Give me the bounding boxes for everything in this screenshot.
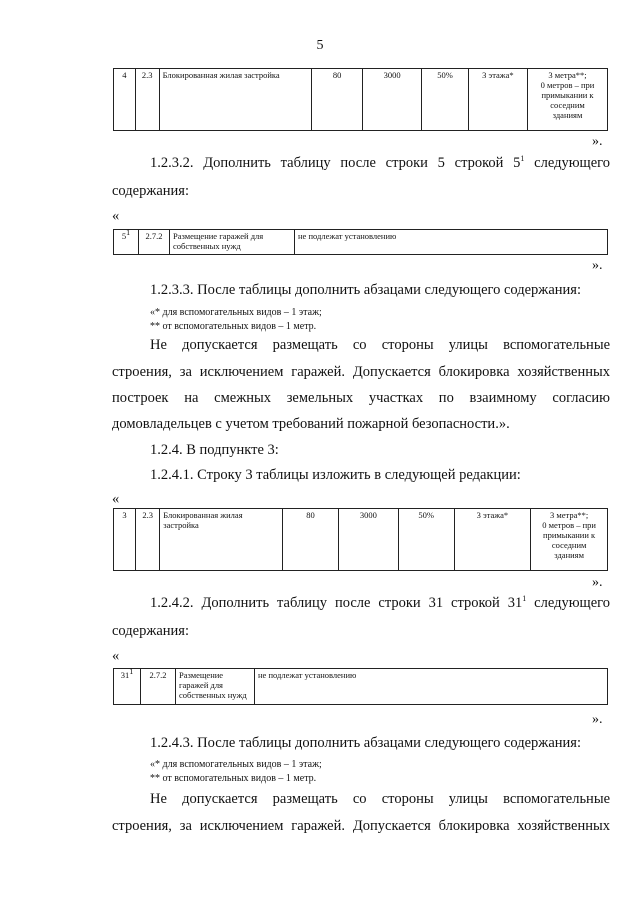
paragraph-1-2-4-3: 1.2.4.3. После таблицы дополнить абзацами следующего содержания:: [150, 735, 581, 751]
closing-quote: ».: [592, 575, 603, 590]
note-line: ** от вспомогательных видов – 1 метр.: [150, 321, 317, 332]
opening-quote: «: [112, 208, 120, 224]
cell-floors: 3 этажа*: [468, 69, 527, 131]
paragraph-text: 1.2.3.2. Дополнить таблицу после строки 5 строкой 5: [150, 155, 521, 171]
paragraph-1-2-3-2: [112, 153, 610, 173]
cell-value: не подлежат установлению: [255, 669, 608, 705]
setback-line: 0 метров – при: [542, 520, 596, 530]
cell-code: 2.7.2: [139, 230, 170, 255]
page-number: 5: [316, 38, 324, 53]
setback-line: примыкании к: [541, 90, 594, 100]
setback-line: примыкании к: [543, 530, 596, 540]
opening-quote: «: [112, 648, 120, 664]
paragraph-text: 1.2.4.2. Дополнить таблицу после строки 31 строкой 31: [150, 595, 523, 611]
paragraph-text: следующего: [526, 595, 610, 611]
paragraph-text: следующего: [524, 155, 610, 171]
cell-setback: [528, 69, 608, 131]
closing-quote: ».: [592, 712, 603, 727]
cell-setback: [531, 509, 608, 571]
paragraph-1-2-4-1: 1.2.4.1. Строку 3 таблицы изложить в следующей редакции:: [150, 467, 521, 483]
cell-row-number: 4: [114, 69, 136, 131]
cell-min-area: 80: [283, 509, 339, 571]
note-line: ** от вспомогательных видов – 1 метр.: [150, 773, 317, 784]
cell-name: Блокированная жилая застройка: [160, 509, 283, 571]
cell-name: Блокированная жилая застройка: [159, 69, 312, 131]
cell-max-area: 3000: [363, 69, 422, 131]
superscript: 1: [520, 154, 525, 164]
paragraph-line: построек на смежных земельных участках по взаимному согласию: [112, 390, 610, 406]
cell-max-area: 3000: [338, 509, 398, 571]
setback-line: 3 метра**;: [550, 510, 589, 520]
opening-quote: «: [112, 491, 120, 507]
cell-name: Размещение гаражей для собственных нужд: [176, 669, 255, 705]
cell-value: не подлежат установлению: [295, 230, 608, 255]
table-row-5-1: [113, 229, 608, 255]
closing-quote: ».: [592, 134, 603, 149]
paragraph-line: Не допускается размещать со стороны улицы вспомогательные: [150, 337, 610, 353]
paragraph-line: домовладельцев с учетом требований пожарной безопасности.».: [112, 416, 510, 432]
paragraph-line: строения, за исключением гаражей. Допускается блокировка хозяйственных: [112, 364, 610, 380]
cell-floors: 3 этажа*: [454, 509, 531, 571]
paragraph-line: содержания:: [112, 183, 190, 199]
cell-code: 2.3: [135, 69, 159, 131]
cell-code: 2.3: [136, 509, 160, 571]
cell-row-number: $31^1$: [114, 669, 141, 705]
paragraph-1-2-4-2: [112, 593, 610, 613]
cell-code: 2.7.2: [141, 669, 176, 705]
setback-line: соседним: [550, 100, 585, 110]
setback-line: зданиям: [552, 110, 583, 120]
cell-min-area: 80: [312, 69, 363, 131]
cell-row-number: 3: [114, 509, 136, 571]
setback-line: 0 метров – при: [540, 80, 595, 90]
paragraph-line: Не допускается размещать со стороны улицы вспомогательные: [150, 791, 610, 807]
setback-line: соседним: [551, 540, 587, 550]
paragraph-1-2-4: 1.2.4. В подпункте 3:: [150, 442, 279, 458]
cell-percent: 50%: [422, 69, 469, 131]
table-row-31-1: [113, 668, 608, 705]
paragraph-line: строения, за исключением гаражей. Допускается блокировка хозяйственных: [112, 818, 610, 834]
paragraph-line: содержания:: [112, 623, 190, 639]
cell-row-number: $5^1$: [114, 230, 139, 255]
table-row-4: [113, 68, 608, 131]
cell-name: Размещение гаражей для собственных нужд: [170, 230, 295, 255]
closing-quote: ».: [592, 258, 603, 273]
paragraph-1-2-3-3: 1.2.3.3. После таблицы дополнить абзацами следующего содержания:: [150, 282, 581, 298]
superscript: 1: [522, 594, 527, 604]
setback-line: зданиям: [554, 550, 584, 560]
setback-line: 3 метра**;: [548, 70, 587, 80]
note-line: «* для вспомогательных видов – 1 этаж;: [150, 759, 322, 770]
cell-percent: 50%: [398, 509, 454, 571]
table-row-3: [113, 508, 608, 571]
note-line: «* для вспомогательных видов – 1 этаж;: [150, 307, 322, 318]
